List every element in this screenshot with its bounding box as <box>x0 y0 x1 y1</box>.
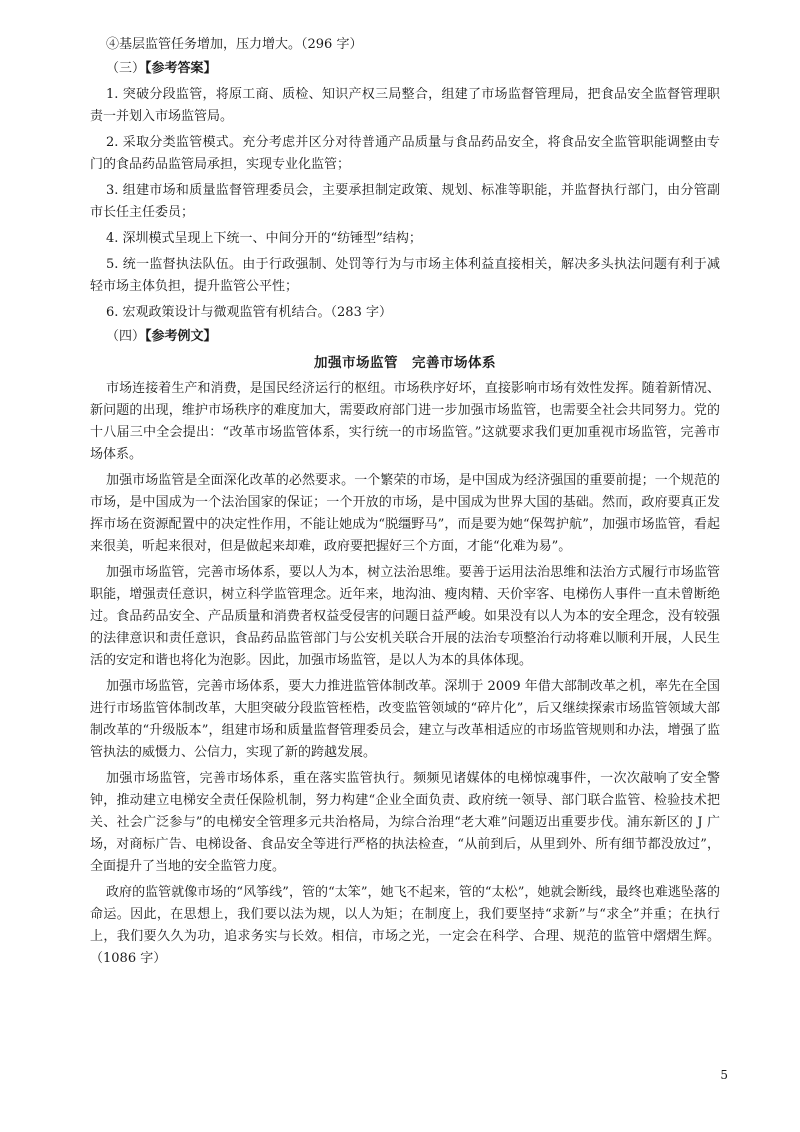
page-content <box>90 34 720 970</box>
section-heading-3 <box>90 58 720 80</box>
section-heading-4 <box>90 326 720 348</box>
section-number: （四） <box>106 329 146 344</box>
answer-item-5: 5. 统一监督执法队伍。由于行政强制、处罚等行为与市场主体利益直接相关，解决多头执法问题有利于减轻市场主体负担，提升监管公平性； <box>90 257 720 294</box>
answer-item-3: 3. 组建市场和质量监督管理委员会，主要承担制定政策、规划、标准等职能，并监督执行部门，由分管副市长任主任委员； <box>90 183 720 220</box>
answer-item-4: 4. 深圳模式呈现上下统一、中间分开的“纺锤型”结构； <box>106 231 422 246</box>
answer-item-6: 6. 宏观政策设计与微观监管有机结合。（283 字） <box>106 305 392 320</box>
answer-item-2: 2. 采取分类监管模式。充分考虑并区分对待普通产品质量与食品药品安全，将食品安全监管职能调整由专门的食品药品监管局承担，实现专业化监管； <box>90 135 720 172</box>
essay-paragraph-4: 加强市场监管，完善市场体系，要大力推进监管体制改革。深圳于 2009 年借大部制改革之机，率先在全国进行市场监管体制改革，大胆突破分段监管桎梏，改变监管领域的“碎片化”，后又继续探索市场监管领域大部制改革的“升级版本”，组建市场和质量监督管理委员会，建立与改革相适应的市场监管规则和办法，增强了监管执法的威慑力、公信力，实现了新的跨越发展。 <box>90 679 720 760</box>
essay-paragraph-5: 加强市场监管，完善市场体系，重在落实监管执行。频频见诸媒体的电梯惊魂事件，一次次敲响了安全警钟，推动建立电梯安全责任保险机制，努力构建“企业全面负责、政府统一领导、部门联合监管、检验技术把关、社会广泛参与”的电梯安全管理多元共治格局，为综合治理“老大难”问题迈出重要步伐。浦东新区的 J 广场，对商标广告、电梯设备、食品安全等进行严格的执法检查，“从前到后，从里到外、所有细节都没放过”，全面提升了当地的安全监管力度。 <box>90 771 720 874</box>
section-label: 【参考例文】 <box>145 329 217 344</box>
essay-title: 加强市场监管 完善市场体系 <box>314 355 496 371</box>
section-number: （三） <box>106 61 146 76</box>
essay-paragraph-1: 市场连接着生产和消费，是国民经济运行的枢纽。市场秩序好坏，直接影响市场有效性发挥。随着新情况、新问题的出现，维护市场秩序的难度加大，需要政府部门进一步加强市场监管，也需要全社会共同努力。党的十八届三中全会提出：“改革市场监管体系，实行统一的市场监管。”这就要求我们更加重视市场监管，完善市场体系。 <box>90 381 720 462</box>
essay-paragraph-6: 政府的监管就像市场的“风筝线”，管的“太笨”，她飞不起来，管的“太松”，她就会断线，最终也难逃坠落的命运。因此，在思想上，我们要以法为规，以人为矩；在制度上，我们要坚持“求新”与“求全”并重；在执行上，我们要久久为功，追求务实与长效。相信，市场之光，一定会在科学、合理、规范的监管中熠熠生辉。（1086 字） <box>90 885 720 966</box>
page-number: 5 <box>720 1068 728 1082</box>
answer-item-1: 1. 突破分段监管，将原工商、质检、知识产权三局整合，组建了市场监督管理局，把食品安全监督管理职责一并划入市场监管局。 <box>90 87 720 124</box>
list-item-4: ④基层监管任务增加，压力增大。（296 字） <box>106 37 363 52</box>
essay-paragraph-3: 加强市场监管，完善市场体系，要以人为本，树立法治思维。要善于运用法治思维和法治方式履行市场监管职能，增强责任意识，树立科学监管理念。近年来，地沟油、瘦肉精、天价宰客、电梯伤人事件一直未曾断绝过。食品药品安全、产品质量和消费者权益受侵害的问题日益严峻。如果没有以人为本的安全理念，没有较强的法律意识和责任意识，食品药品监管部门与公安机关联合开展的法治专项整治行动将难以顺利开展，人民生活的安定和谐也将化为泡影。因此，加强市场监管，是以人为本的具体体现。 <box>90 565 720 668</box>
essay-paragraph-2: 加强市场监管是全面深化改革的必然要求。一个繁荣的市场，是中国成为经济强国的重要前提；一个规范的市场，是中国成为一个法治国家的保证；一个开放的市场，是中国成为世界大国的基础。然而，政府要真正发挥市场在资源配置中的决定性作用，不能让她成为“脱缰野马”，而是要为她“保驾护航”，加强市场监管，看起来很美，听起来很对，但是做起来却难，政府要把握好三个方面，才能“化难为易”。 <box>90 473 720 554</box>
section-label: 【参考答案】 <box>145 61 217 76</box>
